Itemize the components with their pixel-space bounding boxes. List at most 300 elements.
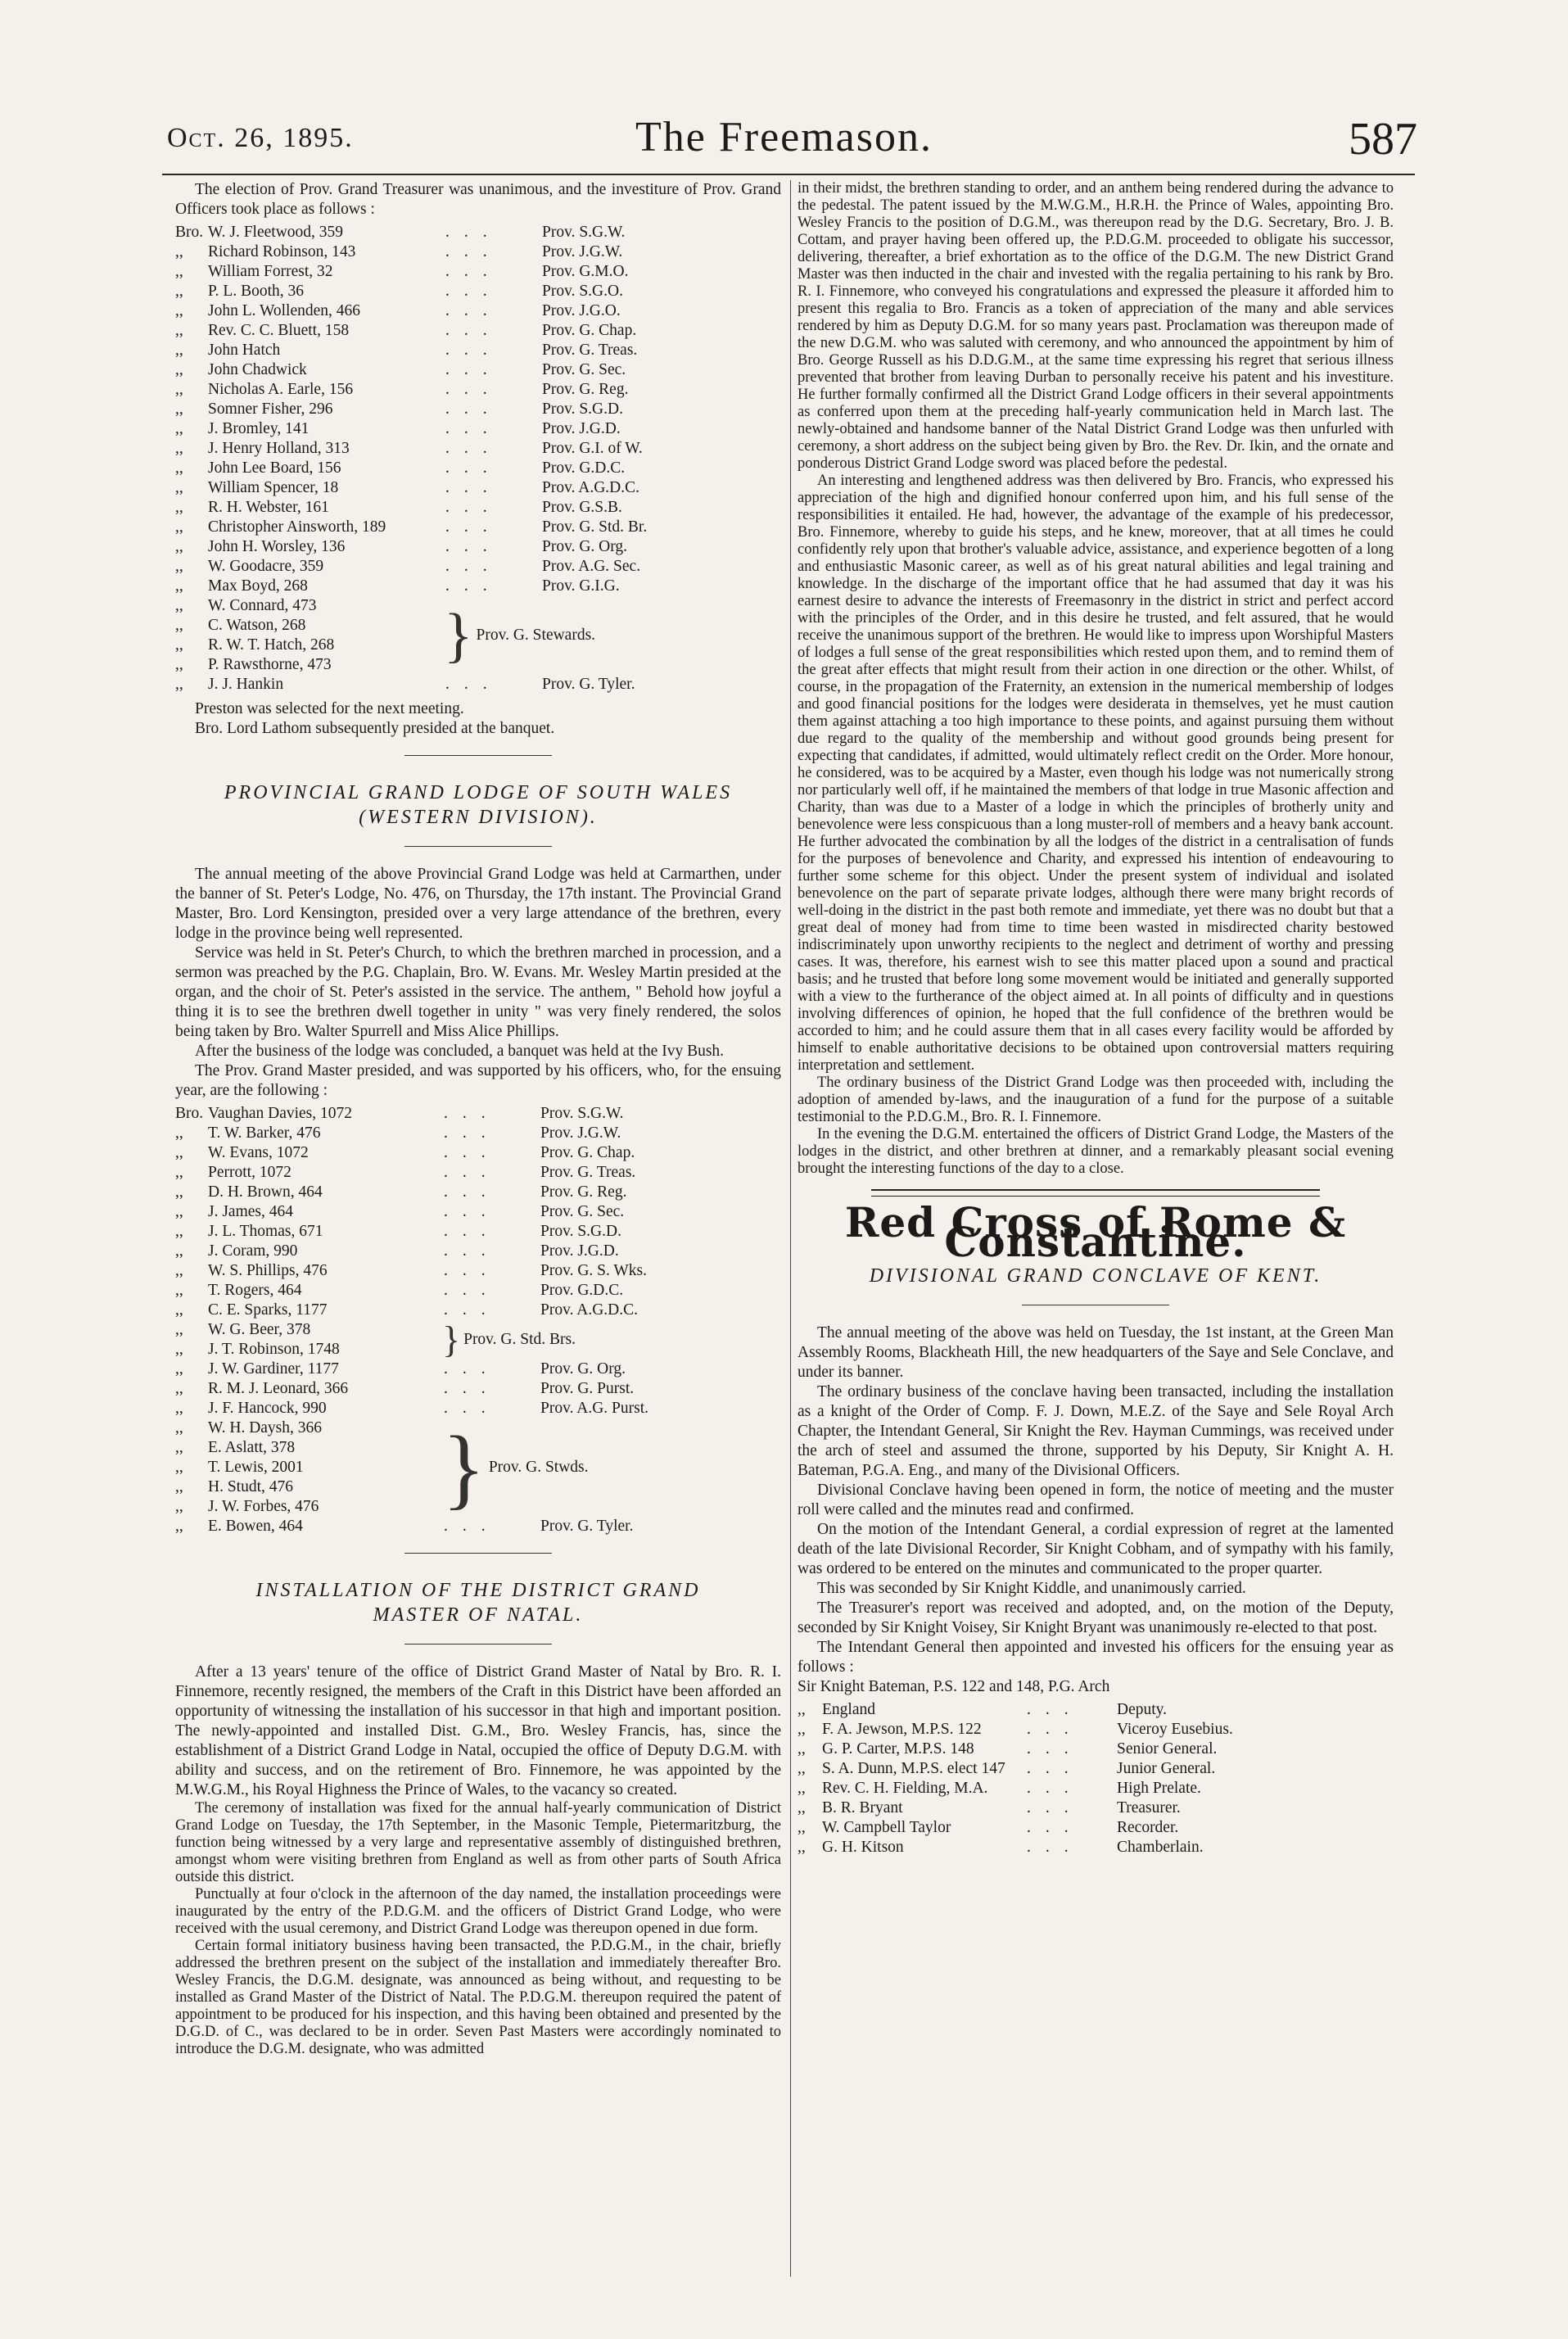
officer-name: T. Lewis, 2001 [208, 1459, 304, 1476]
officer-prefix: ,, [798, 1701, 806, 1718]
officer-name: Max Boyd, 268 [208, 577, 308, 595]
officer-office: Prov. G. S. Wks. [540, 1262, 648, 1279]
officer-name: W. J. Fleetwood, 359 [208, 224, 344, 241]
officer-name: F. A. Jewson, M.P.S. 122 [822, 1721, 982, 1738]
officer-office: Prov. G. Sec. [542, 361, 626, 378]
paragraph: The Prov. Grand Master presided, and was supported by his officers, who, for the ensuing year, are the following : [175, 1062, 781, 1099]
leader-dots: ... [445, 538, 502, 555]
officer-office: Prov. G. Tyler. [540, 1518, 634, 1535]
leader-dots: ... [1027, 1819, 1083, 1836]
masthead-title: The Freemason. [635, 114, 933, 161]
officer-office: Prov. G. Std. Brs. [463, 1331, 576, 1348]
officer-office: Prov. S.G.D. [542, 400, 623, 418]
paragraph: After a 13 years' tenure of the office of District Grand Master of Natal by Bro. R. I. Finnemore, recently resigned, the members of the Craft in this District have been afforded an opportunity of witnessing the installation of his successor in that high and important position. The newly-appointed and installed Dist. G.M., Bro. Wesley Francis, has, since the establishment of a District Grand Lodge in Natal, occupied the office of Deputy D.G.M. with ability and success, and on the retirement of Bro. Finnemore, he was appointed by the M.W.G.M., his Royal Highness the Prince of Wales, to the vacancy so created. [175, 1663, 781, 1798]
officer-office: Prov. G. Reg. [540, 1183, 627, 1201]
officer-prefix: ,, [175, 1400, 183, 1417]
officer-prefix: ,, [175, 420, 183, 437]
officer-prefix: ,, [175, 440, 183, 457]
paragraph: In the evening the D.G.M. entertained the officers of District Grand Lodge, the Masters of the lodges in the district, and other brethren at dinner, and a remarkably pleasant social evening brought the interesting functions of the day to a close. [798, 1126, 1394, 1177]
officer-name: J. W. Gardiner, 1177 [208, 1360, 339, 1378]
officer-row [798, 1759, 1394, 1779]
closing-line: Preston was selected for the next meeting. [195, 700, 464, 717]
officer-row [175, 282, 781, 301]
officer-office: Junior General. [1117, 1760, 1216, 1777]
officer-row [175, 1163, 781, 1183]
officer-prefix: ,, [175, 1242, 183, 1260]
officer-prefix: ,, [175, 1262, 183, 1279]
officer-office: Prov. G. Reg. [542, 381, 629, 398]
page-number: 587 [1349, 114, 1417, 165]
paragraph: On the motion of the Intendant General, a cordial expression of regret at the lamented death of the late Divisional Recorder, Sir Knight Cobham, and of sympathy with his family, was ordered to be entered on the minutes and communicated to the proper quarter. [798, 1521, 1394, 1577]
leader-dots: ... [445, 420, 502, 437]
rc-officers-list [798, 1700, 1394, 1857]
officer-name: W. Connard, 473 [208, 597, 317, 614]
leader-dots: ... [444, 1124, 500, 1142]
leader-dots: ... [445, 499, 502, 516]
leader-dots: ... [444, 1282, 500, 1299]
officer-row [175, 616, 445, 636]
officer-name: England [822, 1701, 875, 1718]
officer-prefix: ,, [175, 1164, 183, 1181]
section-title: Red Cross of Rome & Constantine. [844, 1198, 1347, 1266]
officer-prefix: ,, [798, 1799, 806, 1816]
leader-dots: ... [444, 1105, 500, 1122]
officer-office: Prov. G.M.O. [542, 263, 629, 280]
leader-dots: ... [445, 381, 502, 398]
leader-dots: ... [445, 243, 502, 260]
officer-office: Prov. A.G. Sec. [542, 558, 641, 575]
officer-row [175, 223, 781, 242]
officer-name: E. Bowen, 464 [208, 1518, 303, 1535]
officer-row [175, 1301, 781, 1320]
officer-name: J. T. Robinson, 1748 [208, 1341, 340, 1358]
leader-dots: ... [445, 224, 502, 241]
officer-prefix: ,, [175, 243, 183, 260]
officer-prefix: ,, [175, 1183, 183, 1201]
officer-row [175, 1202, 781, 1222]
paragraph: Certain formal initiatory business having been transacted, the P.D.G.M., in the chair, briefly addressed the brethren present on the subject of the installation and immediately thereafter Bro. Wesley Francis, the D.G.M. designate, was announced as being without, and requesting to be installed as Grand Master of the District of Natal. The P.D.G.M. thereupon required the patent of appointment to be produced for his inspection, and this having been obtained and presented by the D.G.D. of C., was declared to be in order. Seven Past Masters were accordingly nominated to introduce the D.G.M. designate, who was admitted [175, 1938, 781, 2057]
officer-office: Prov. G.I. of W. [542, 440, 643, 457]
officer-row [175, 1183, 781, 1202]
leader-dots: ... [445, 518, 502, 536]
officer-prefix: ,, [175, 1144, 183, 1161]
officer-row [798, 1798, 1394, 1818]
officer-prefix: ,, [175, 577, 183, 595]
leader-dots: ... [444, 1242, 500, 1260]
paragraph: Sir Knight Bateman, P.S. 122 and 148, P.G. Arch [798, 1678, 1110, 1695]
officer-prefix: ,, [175, 518, 183, 536]
officer-prefix: ,, [175, 538, 183, 555]
officer-name: Nicholas A. Earle, 156 [208, 381, 354, 398]
officer-prefix: ,, [175, 1459, 183, 1476]
officer-name: J. Henry Holland, 313 [208, 440, 350, 457]
officer-name: J. James, 464 [208, 1203, 293, 1220]
officer-prefix: ,, [175, 1341, 183, 1358]
paragraph: The Intendant General then appointed and invested his officers for the ensuing year as follows : [798, 1639, 1394, 1676]
officer-prefix: ,, [175, 342, 183, 359]
officer-name: J. F. Hancock, 990 [208, 1400, 327, 1417]
paragraph: This was seconded by Sir Knight Kiddle, and unanimously carried. [817, 1580, 1246, 1597]
officer-row [798, 1779, 1394, 1798]
officer-office: Prov. J.G.W. [542, 243, 623, 260]
officer-prefix: ,, [175, 283, 183, 300]
officer-name: T. W. Barker, 476 [208, 1124, 321, 1142]
column-divider [790, 180, 791, 2277]
officer-row [175, 341, 781, 360]
officer-row [175, 301, 781, 321]
officer-prefix: ,, [175, 1223, 183, 1240]
officer-office: Prov. G. Stewards. [476, 627, 596, 644]
officer-office: Prov. G. Treas. [542, 342, 638, 359]
leader-dots: ... [1027, 1760, 1083, 1777]
paragraph: After the business of the lodge was concluded, a banquet was held at the Ivy Bush. [195, 1043, 725, 1060]
officer-office: Prov. S.G.W. [542, 224, 626, 241]
sw-officers-list [175, 1104, 781, 1536]
officer-name: J. Bromley, 141 [208, 420, 310, 437]
officer-prefix: ,, [175, 1360, 183, 1378]
officer-name: E. Aslatt, 378 [208, 1439, 296, 1456]
stewards-group [175, 1418, 781, 1517]
paragraph: The annual meeting of the above was held on Tuesday, the 1st instant, at the Green Man Assembly Rooms, Blackheath Hill, the new headquarters of the Saye and Sele Conclave, and under its banner. [798, 1324, 1394, 1381]
officer-prefix: Bro. [175, 224, 204, 241]
officer-office: Chamberlain. [1117, 1839, 1204, 1856]
leader-dots: ... [445, 459, 502, 477]
officer-prefix: ,, [175, 636, 183, 654]
officer-office: Prov. G. Sec. [540, 1203, 625, 1220]
officer-prefix: ,, [175, 1203, 183, 1220]
officer-prefix: ,, [175, 1518, 183, 1535]
officer-name: H. Studt, 476 [208, 1478, 294, 1495]
officer-row [175, 439, 781, 459]
officer-row [175, 1340, 444, 1360]
officer-prefix: ,, [175, 322, 183, 339]
officer-prefix: ,, [175, 617, 183, 634]
officer-name: Richard Robinson, 143 [208, 243, 356, 260]
officer-prefix: ,, [175, 361, 183, 378]
officer-name: W. G. Beer, 378 [208, 1321, 311, 1338]
leader-dots: ... [1027, 1701, 1083, 1718]
officer-office: Recorder. [1117, 1819, 1179, 1836]
officer-name: D. H. Brown, 464 [208, 1183, 323, 1201]
section-heading [175, 780, 781, 830]
officer-name: J. J. Hankin [208, 676, 284, 693]
officer-name: J. L. Thomas, 671 [208, 1223, 323, 1240]
officer-row [175, 478, 781, 498]
paragraph: Divisional Conclave having been opened in form, the notice of meeting and the muster roll were called and the minutes read and confirmed. [798, 1482, 1394, 1518]
section-rule [404, 1644, 552, 1645]
officer-office: Prov. S.G.D. [540, 1223, 621, 1240]
officer-name: R. W. T. Hatch, 268 [208, 636, 335, 654]
officer-row [175, 1320, 444, 1340]
leader-dots: ... [445, 263, 502, 280]
officer-prefix: ,, [175, 459, 183, 477]
heading-line: MASTER OF NATAL. [373, 1604, 584, 1626]
officer-office: Prov. G. Treas. [540, 1164, 636, 1181]
officer-row [175, 380, 781, 400]
officer-name: John Hatch [208, 342, 281, 359]
officer-prefix: ,, [798, 1740, 806, 1758]
leader-dots: ... [444, 1164, 500, 1181]
officer-row [798, 1720, 1394, 1740]
officer-row [798, 1838, 1394, 1857]
officer-name: W. H. Daysh, 366 [208, 1419, 323, 1436]
leader-dots: ... [1027, 1780, 1083, 1797]
officer-prefix: ,, [175, 1124, 183, 1142]
officer-prefix: ,, [798, 1721, 806, 1738]
std-bearers-group [175, 1320, 781, 1360]
officer-prefix: ,, [175, 1282, 183, 1299]
section-rule [404, 846, 552, 847]
officer-office: Viceroy Eusebius. [1117, 1721, 1233, 1738]
officer-row [175, 1477, 444, 1497]
officer-office: Prov. A.G.D.C. [542, 479, 639, 496]
officer-row: ,, J. J. Hankin ... Prov. G. Tyler. [175, 675, 781, 694]
officer-row [175, 1458, 444, 1477]
brace: } [444, 602, 473, 669]
heading-line: (WESTERN DIVISION). [359, 807, 598, 828]
officer-name: W. Evans, 1072 [208, 1144, 309, 1161]
officer-prefix: ,, [175, 400, 183, 418]
leader-dots: ... [1027, 1839, 1083, 1856]
brace: } [442, 1319, 461, 1360]
officer-prefix: ,, [798, 1819, 806, 1836]
officer-row [798, 1740, 1394, 1759]
officer-row [175, 1418, 444, 1438]
heading-line: INSTALLATION OF THE DISTRICT GRAND [255, 1580, 701, 1601]
leader-dots: ... [1027, 1721, 1083, 1738]
officer-row [175, 1143, 781, 1163]
officer-prefix: ,, [175, 597, 183, 614]
officer-office: Treasurer. [1117, 1799, 1181, 1816]
paragraph: The ordinary business of the District Grand Lodge was then proceeded with, including the adoption of amended by-laws, and the inauguration of a fund for the purpose of a suitable testimonial to the P.D.G.M., Bro. R. I. Finnemore. [798, 1074, 1394, 1125]
officers-list [175, 223, 781, 694]
officer-name: Christopher Ainsworth, 189 [208, 518, 386, 536]
officer-office: Prov. J.G.D. [542, 420, 621, 437]
officer-row [175, 498, 781, 518]
paragraph: An interesting and lengthened address was then delivered by Bro. Francis, who expressed his appreciation of the high and dignified honour conferred upon him, and his full sense of the responsibilities it entailed. He had, however, the advantage of the example of his predecessor, Bro. Finnemore, whereby to guide his steps, and he knew, moreover, that at all times he could confidently rely upon that brother's valuable advice, assistance, and experience begotten of a long and enthusiastic Masonic career, as well as of his great natural abilities and legal training and knowledge. In the discharge of the important office that he had assumed that day it was his earnest desire to advance the interests of Freemasonry in the district in strict and perfect accord with the principles of the Order, and in this desire he trusted, and felt assured, that he would receive the unanimous support of the brethren. He would like to impress upon Worshipful Masters of lodges a full sense of the great responsibilities which rested upon them, and to remind them of the great after effects that might result from their action in one direction or the other. Whilst, of course, in the propagation of the Fraternity, an extension in the numerical membership of lodges and good financial positions for the lodges were desiderata in themselves, yet he must caution them against attaching a too high importance to these points, and against pursuing them without due regard to the quality of the membership and without good grounds being present for expecting that candidates, if admitted, would ultimately reflect credit on the Order. More honour, he considered, was to be acquired by a Master, even though his lodge was not numerically strong nor particularly well off, if he maintained the members of that lodge in true Masonic affection and Charity, than was due to a Master of a lodge in which the principles of brotherly unity and benevolence were less conspicuous than a long muster-roll of members and a heavy bank account. He further advocated the combination by all the lodges of the district in a centralisation of funds for the purposes of benevolence and Charity, and expressed his intention of endeavouring to further some scheme for this object. Under the present system of individual and isolated benevolence on the part of separate private lodges, although there were many bright records of well-doing in the district in the past both remote and immediate, yet there was no doubt but that a great deal of money had from time to time been wasted in misdirected charity bestowed indiscriminately upon unworthy recipients to the neglect and detriment of worthy and pressing cases. It was, therefore, his earnest wish to see this matter placed upon a sound and practical basis; and he trusted that before long some movement would be initiated and generally supported with a view to the furtherance of the object aimed at. In all points of difficulty and in questions involving differences of opinion, he hoped that the full confidence of the brethren would be accorded to him; and he could assure them that in all cases every facility would be afforded by himself to enable authoritative decisions to be obtained upon controversial matters requiring interpretation and settlement. [798, 473, 1394, 1074]
officer-prefix: ,, [798, 1760, 806, 1777]
section-subheading: DIVISIONAL GRAND CONCLAVE OF KENT. [869, 1265, 1322, 1287]
officer-office: High Prelate. [1117, 1780, 1201, 1797]
officer-row [175, 537, 781, 557]
leader-dots: ... [445, 440, 502, 457]
officer-name: J. W. Forbes, 476 [208, 1498, 319, 1515]
officer-name: P. L. Booth, 36 [208, 283, 305, 300]
officer-office: Prov. G.S.B. [542, 499, 622, 516]
officer-name: W. S. Phillips, 476 [208, 1262, 328, 1279]
header-rule [162, 174, 1415, 175]
section-rule [404, 1553, 552, 1554]
leader-dots: ... [444, 1203, 500, 1220]
officer-name: John Chadwick [208, 361, 307, 378]
officer-name: William Spencer, 18 [208, 479, 339, 496]
officer-name: P. Rawsthorne, 473 [208, 656, 332, 673]
officer-row [175, 360, 781, 380]
officer-office: Prov. G.D.C. [542, 459, 626, 477]
officer-row [175, 321, 781, 341]
officer-prefix: ,, [175, 1439, 183, 1456]
officer-office: Prov. S.G.O. [542, 283, 623, 300]
officer-row [175, 1399, 781, 1418]
officer-name: T. Rogers, 464 [208, 1282, 302, 1299]
leader-dots: ... [444, 1301, 500, 1319]
officer-row [175, 518, 781, 537]
officer-office: Prov. J.G.W. [540, 1124, 621, 1142]
officer-prefix: ,, [175, 558, 183, 575]
officer-prefix: ,, [175, 499, 183, 516]
officer-office: Prov. A.G. Purst. [540, 1400, 649, 1417]
heading-line: PROVINCIAL GRAND LODGE OF SOUTH WALES [224, 782, 733, 803]
officer-office: Prov. G. Chap. [540, 1144, 635, 1161]
issue-date: Oct. 26, 1895. [167, 123, 354, 153]
officer-row [175, 636, 445, 655]
leader-dots: ... [444, 1380, 500, 1397]
officer-row: ,, E. Bowen, 464 ... Prov. G. Tyler. [175, 1517, 781, 1536]
officer-prefix: ,, [175, 381, 183, 398]
officer-prefix: ,, [798, 1780, 806, 1797]
officer-prefix: Bro. [175, 1105, 204, 1122]
officer-row [175, 1281, 781, 1301]
left-column [175, 180, 781, 2058]
officer-office: Senior General. [1117, 1740, 1218, 1758]
officer-row [798, 1700, 1394, 1720]
officer-row [175, 459, 781, 478]
officer-row [175, 557, 781, 577]
paragraph: Punctually at four o'clock in the afternoon of the day named, the installation proceedings were inaugurated by the entry of the P.D.G.M. and the officers of District Grand Lodge, who were received with the usual ceremony, and District Grand Lodge was thereupon opened in due form. [175, 1886, 781, 1937]
officer-name: C. Watson, 268 [208, 617, 306, 634]
officer-row [175, 1124, 781, 1143]
officer-prefix: ,, [175, 263, 183, 280]
right-column [798, 180, 1394, 1862]
election-intro: The election of Prov. Grand Treasurer was unanimous, and the investiture of Prov. Grand Officers took place as follows : [175, 181, 781, 218]
leader-dots: ... [445, 342, 502, 359]
officer-row [175, 419, 781, 439]
officer-office: Prov. G.D.C. [540, 1282, 624, 1299]
officer-prefix: ,, [175, 479, 183, 496]
paragraph: The ordinary business of the conclave having been transacted, including the installation as a knight of the Order of Comp. F. J. Down, M.E.Z. of the Saye and Sele Royal Arch Chapter, the Intendant General, Sir Knight the Rev. Hayman Cummings, was received under the arch of steel and assumed the throne, supported by his Deputy, Sir Knight A. H. Bateman, P.G.A. Eng., and many of the Divisional Officers. [798, 1383, 1394, 1479]
officer-name: Rev. C. H. Fielding, M.A. [822, 1780, 988, 1797]
stewards-group [175, 596, 781, 675]
officer-office: Prov. G. Org. [542, 538, 628, 555]
leader-dots: ... [1027, 1740, 1083, 1758]
leader-dots: ... [444, 1183, 500, 1201]
officer-prefix: ,, [175, 1478, 183, 1495]
officer-office: Prov. J.G.O. [542, 302, 621, 319]
officer-office: Prov. G. Std. Br. [542, 518, 648, 536]
section-heading [175, 1578, 781, 1627]
officer-name: John Lee Board, 156 [208, 459, 341, 477]
section-double-rule [871, 1189, 1320, 1197]
officer-row [175, 1261, 781, 1281]
officer-name: John L. Wollenden, 466 [208, 302, 361, 319]
officer-prefix: ,, [798, 1839, 806, 1856]
officer-prefix: ,, [175, 302, 183, 319]
leader-dots: ... [1027, 1799, 1083, 1816]
officer-prefix: ,, [175, 676, 183, 693]
officer-row [175, 1438, 444, 1458]
officer-name: J. Coram, 990 [208, 1242, 298, 1260]
officer-row [175, 655, 445, 675]
officer-name: Perrott, 1072 [208, 1164, 291, 1181]
officer-office: Prov. J.G.D. [540, 1242, 619, 1260]
officer-name: G. H. Kitson [822, 1839, 904, 1856]
officer-office: Prov. G. Stwds. [488, 1459, 589, 1476]
leader-dots: ... [444, 1360, 500, 1378]
officer-name: John H. Worsley, 136 [208, 538, 346, 555]
officer-row [175, 1360, 781, 1379]
officer-prefix: ,, [175, 1380, 183, 1397]
leader-dots: ... [445, 577, 502, 595]
officer-office: Deputy. [1117, 1701, 1168, 1718]
officer-row [175, 1497, 444, 1517]
leader-dots: ... [444, 1262, 500, 1279]
officer-name: William Forrest, 32 [208, 263, 333, 280]
officer-name: W. Campbell Taylor [822, 1819, 951, 1836]
officer-office: Prov. A.G.D.C. [540, 1301, 638, 1319]
leader-dots: ... [445, 302, 502, 319]
officer-row [175, 596, 445, 616]
officer-name: C. E. Sparks, 1177 [208, 1301, 328, 1319]
leader-dots: ... [445, 558, 502, 575]
officer-row [175, 1104, 781, 1124]
leader-dots: ... [445, 479, 502, 496]
officer-name: Rev. C. C. Bluett, 158 [208, 322, 350, 339]
leader-dots: ... [444, 1223, 500, 1240]
paragraph: in their midst, the brethren standing to order, and an anthem being rendered during the advance to the pedestal. The patent issued by the M.W.G.M., H.R.H. the Prince of Wales, appointing Bro. Wesley Francis to the position of D.G.M., was thereupon read by the D.G. Secretary, Bro. J. B. Cottam, and prayer having been offered up, the P.D.G.M. proceeded to obligate his successor, delivering, thereafter, a brief exhortation as to the office of the D.G.M. The new District Grand Master was then inducted in the chair and invested with the regalia pertaining to his rank by Bro. R. I. Finnemore, who conveyed his congratulations and expressed the pleasure it afforded him to present this regalia to Bro. Francis as a token of appreciation of the many and able services rendered by him as Deputy D.G.M. for so many years past. Proclamation was thereupon made of the new D.G.M. who was saluted with ceremony, and who announced the appointment by him of Bro. George Russell as his D.D.G.M., at the same time expressing his regret that serious illness prevented that brother from leaving Durban to personally receive his patent and his investiture. He further formally confirmed all the District Grand Lodge officers in their several appointments as conferred upon them at the preceding half-yearly communication held in March last. The newly-obtained and handsome banner of the Natal District Grand Lodge was then unfurled with ceremony, a short address on the subject being given by Bro. the Rev. Dr. Ikin, and the ornate and ponderous District Grand Lodge sword was placed before the pedestal. [798, 180, 1394, 472]
officer-row [175, 1222, 781, 1242]
paragraph: The ceremony of installation was fixed for the annual half-yearly communication of District Grand Lodge on Tuesday, the 17th September, in the Masonic Temple, Pietermaritzburg, the function being witnessed by a very large and representative assembly of distinguished brethren, amongst whom were visiting brethren from England as well as from other parts of South Africa outside this district. [175, 1800, 781, 1885]
officer-name: W. Goodacre, 359 [208, 558, 324, 575]
officer-office: Prov. S.G.W. [540, 1105, 624, 1122]
officer-office: Prov. G.I.G. [542, 577, 620, 595]
leader-dots: ... [444, 1400, 500, 1417]
officer-office: Prov. G. Org. [540, 1360, 626, 1378]
leader-dots: ... [445, 322, 502, 339]
leader-dots: ... [444, 1144, 500, 1161]
officer-name: R. H. Webster, 161 [208, 499, 329, 516]
officer-name: G. P. Carter, M.P.S. 148 [822, 1740, 974, 1758]
officer-name: R. M. J. Leonard, 366 [208, 1380, 349, 1397]
officer-prefix: ,, [175, 656, 183, 673]
section-rule [404, 755, 552, 756]
officer-prefix: ,, [175, 1498, 183, 1515]
paragraph: The annual meeting of the above Provincial Grand Lodge was held at Carmarthen, under the banner of St. Peter's Lodge, No. 476, on Thursday, the 17th instant. The Provincial Grand Master, Bro. Lord Kensington, presided over a very large attendance of the brethren, every lodge in the province being well represented. [175, 866, 781, 942]
officer-row [175, 1379, 781, 1399]
closing-line: Bro. Lord Lathom subsequently presided at the banquet. [195, 720, 555, 737]
leader-dots: ... [445, 400, 502, 418]
officer-prefix: ,, [175, 1321, 183, 1338]
officer-office: Prov. G. Chap. [542, 322, 637, 339]
officer-name: B. R. Bryant [822, 1799, 903, 1816]
officer-name: Somner Fisher, 296 [208, 400, 333, 418]
officer-prefix: ,, [175, 1301, 183, 1319]
officer-row [175, 577, 781, 596]
paragraph: The Treasurer's report was received and adopted, and, on the motion of the Deputy, seconded by Sir Knight Voisey, Sir Knight Bryant was unanimously re-elected to that post. [798, 1599, 1394, 1636]
officer-row [175, 400, 781, 419]
brace: } [442, 1418, 486, 1518]
paragraph: Service was held in St. Peter's Church, to which the brethren marched in procession, and a sermon was preached by the P.G. Chaplain, Bro. W. Evans. Mr. Wesley Martin presided at the organ, and the choir of St. Peter's assisted in the service. The anthem, " Behold how joyful a thing it is to see the brethren dwell together in unity " was very finely rendered, the solos being taken by Bro. Walter Spurrell and Miss Alice Phillips. [175, 944, 781, 1040]
officer-row [798, 1818, 1394, 1838]
officer-row [175, 242, 781, 262]
officer-row [175, 1242, 781, 1261]
leader-dots: ... [445, 283, 502, 300]
officer-office: Prov. G. Tyler. [542, 676, 635, 693]
leader-dots: ... [445, 361, 502, 378]
officer-prefix: ,, [175, 1419, 183, 1436]
officer-office: Prov. G. Purst. [540, 1380, 635, 1397]
officer-row [175, 262, 781, 282]
officer-name: Vaughan Davies, 1072 [208, 1105, 353, 1122]
